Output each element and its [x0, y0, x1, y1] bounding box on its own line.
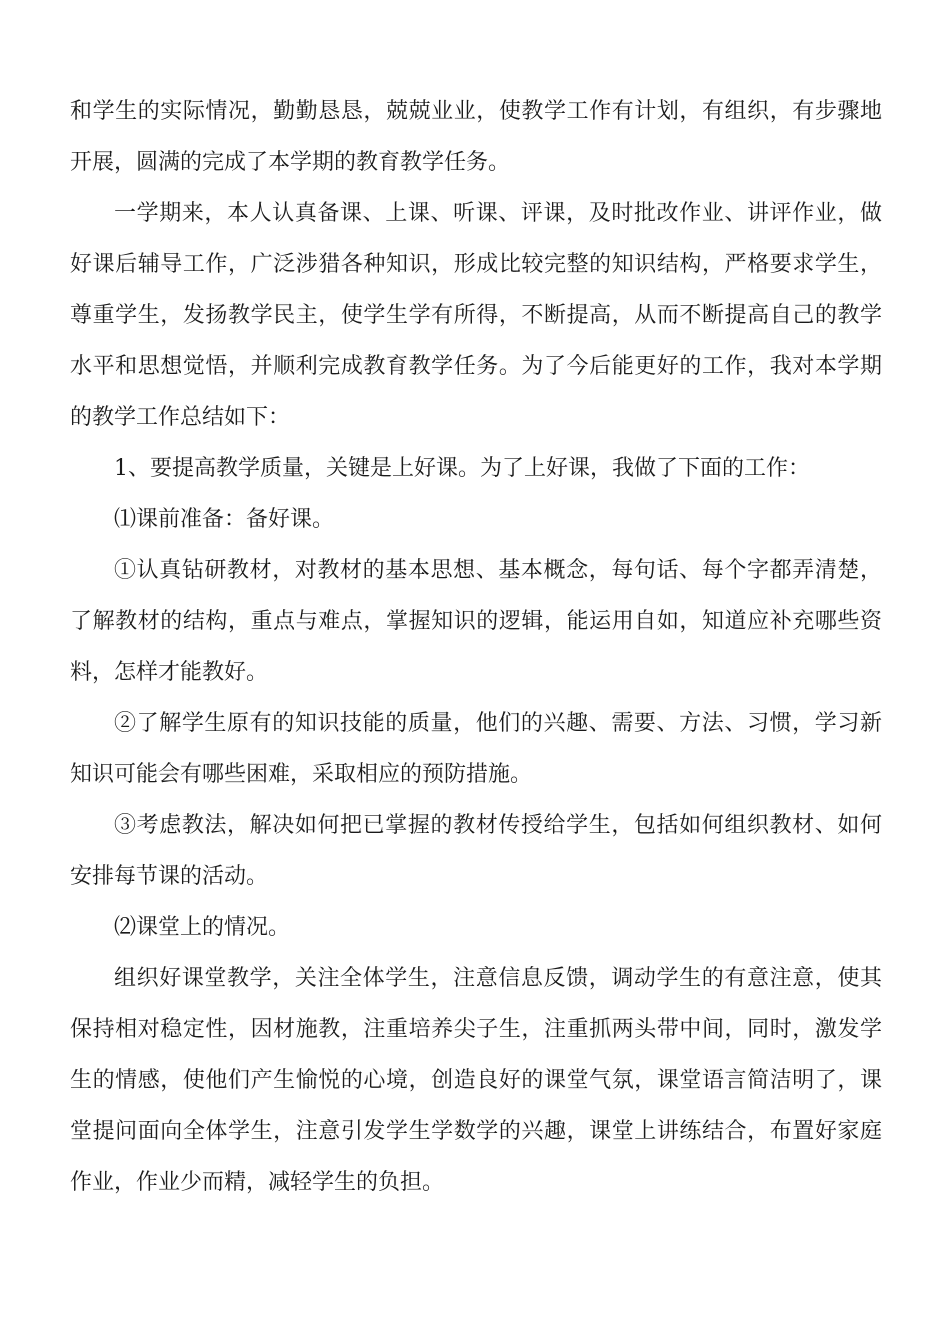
paragraph-item-3: ③考虑教法，解决如何把已掌握的教材传授给学生，包括如何组织教材、如何安排每节课的活动。: [70, 813, 882, 889]
paragraph-continuation: 和学生的实际情况，勤勤恳恳，兢兢业业，使教学工作有计划，有组织，有步骤地开展，圆满的完成了本学期的教育教学任务。: [70, 99, 882, 175]
paragraph-semester-summary: 一学期来，本人认真备课、上课、听课、评课，及时批改作业、讲评作业，做好课后辅导工作，广泛涉猎各种知识，形成比较完整的知识结构，严格要求学生，尊重学生，发扬教学民主，使学生学有所得，不断提高，从而不断提高自己的教学水平和思想觉悟，并顺利完成教育教学任务。为了今后能更好的工作，我对本学期的教学工作总结如下：: [70, 201, 882, 430]
paragraph-section-1-heading: 1、要提高教学质量，关键是上好课。为了上好课，我做了下面的工作：: [114, 456, 810, 481]
paragraph-classroom-organization: 组织好课堂教学，关注全体学生，注意信息反馈，调动学生的有意注意，使其保持相对稳定性，因材施教，注重培养尖子生，注重抓两头带中间，同时，激发学生的情感，使他们产生愉悦的心境，创造良好的课堂气氛，课堂语言简洁明了，课堂提问面向全体学生，注意引发学生学数学的兴趣，课堂上讲练结合，布置好家庭作业，作业少而精，减轻学生的负担。: [70, 966, 882, 1195]
paragraph-item-1: ①认真钻研教材，对教材的基本思想、基本概念，每句话、每个字都弄清楚，了解教材的结构，重点与难点，掌握知识的逻辑，能运用自如，知道应补充哪些资料，怎样才能教好。: [70, 558, 882, 685]
document-body: [70, 86, 882, 1208]
paragraph-subsection-1-heading: ⑴课前准备：备好课。: [114, 507, 335, 532]
paragraph-subsection-2-heading: ⑵课堂上的情况。: [114, 915, 291, 940]
paragraph-item-2: ②了解学生原有的知识技能的质量，他们的兴趣、需要、方法、习惯，学习新知识可能会有哪些困难，采取相应的预防措施。: [70, 711, 882, 787]
